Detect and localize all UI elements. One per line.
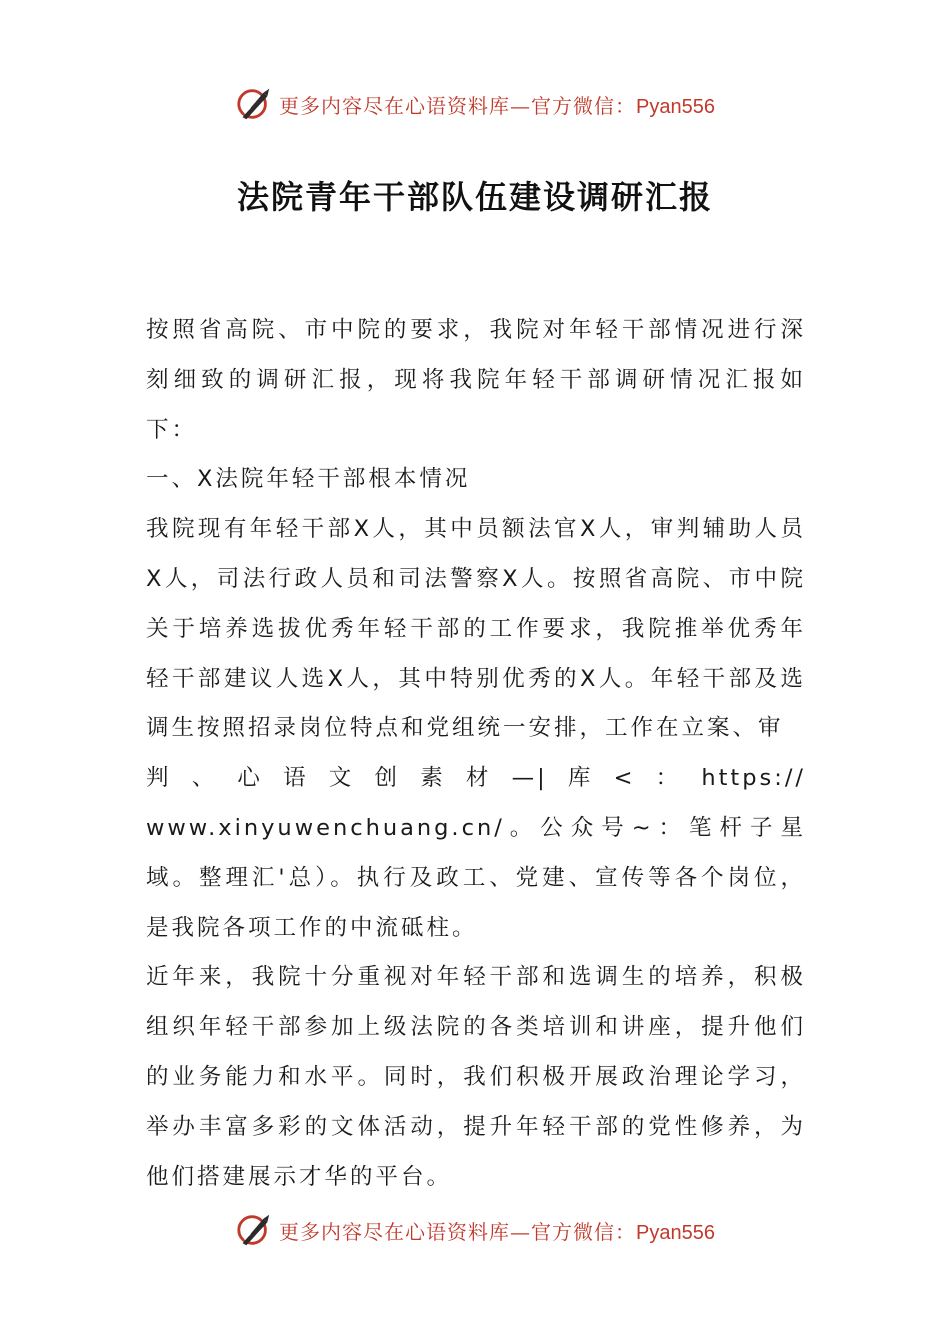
banner-text [279,90,715,119]
paragraph-intro: 按照省高院、市中院的要求，我院对年轻干部情况进行深刻细致的调研汇报，现将我院年轻干部调研情况汇报如下： [146,317,806,443]
paragraph-overview: 我院现有年轻干部X人，其中员额法官X人，审判辅助人员X人，司法行政人员和司法警察X人。按照省高院、市中院关于培养选拔优秀年轻干部的工作要求，我院推举优秀年轻干部建议人选X人，其中特别优秀的X人。年轻干部及选调生按照招录岗位特点和党组统一安排，工作在立案、审 [146,516,806,742]
banner-wechat-id: Pyan556 [636,95,715,118]
banner-wechat-id: Pyan556 [636,1221,715,1244]
pen-logo-icon [235,85,273,123]
paragraph-url-line: www.xinyuwenchuang.cn/。公众号~：笔杆子星域。整理汇'总）。执行及政工、党建、宣传等各个岗位，是我院各项工作的中流砥柱。 [146,814,806,941]
paragraph-watermark-line: 判、心语文创素材—|库<：https:// [146,765,806,792]
document-body [146,306,806,1202]
banner-text [279,1216,715,1245]
section-heading: 一、X法院年轻干部根本情况 [146,466,471,493]
pen-logo-icon [235,1211,273,1249]
footer-banner [0,1210,950,1250]
header-banner [0,84,950,124]
paragraph-training: 近年来，我院十分重视对年轻干部和选调生的培养，积极组织年轻干部参加上级法院的各类培训和讲座，提升他们的业务能力和水平。同时，我们积极开展政治理论学习，举办丰富多彩的文体活动，提升年轻干部的党性修养，为他们搭建展示才华的平台。 [146,964,806,1190]
banner-label: 更多内容尽在心语资料库—官方微信： [279,1219,637,1244]
banner-label: 更多内容尽在心语资料库—官方微信： [279,93,637,118]
document-title: 法院青年干部队伍建设调研汇报 [236,178,713,216]
